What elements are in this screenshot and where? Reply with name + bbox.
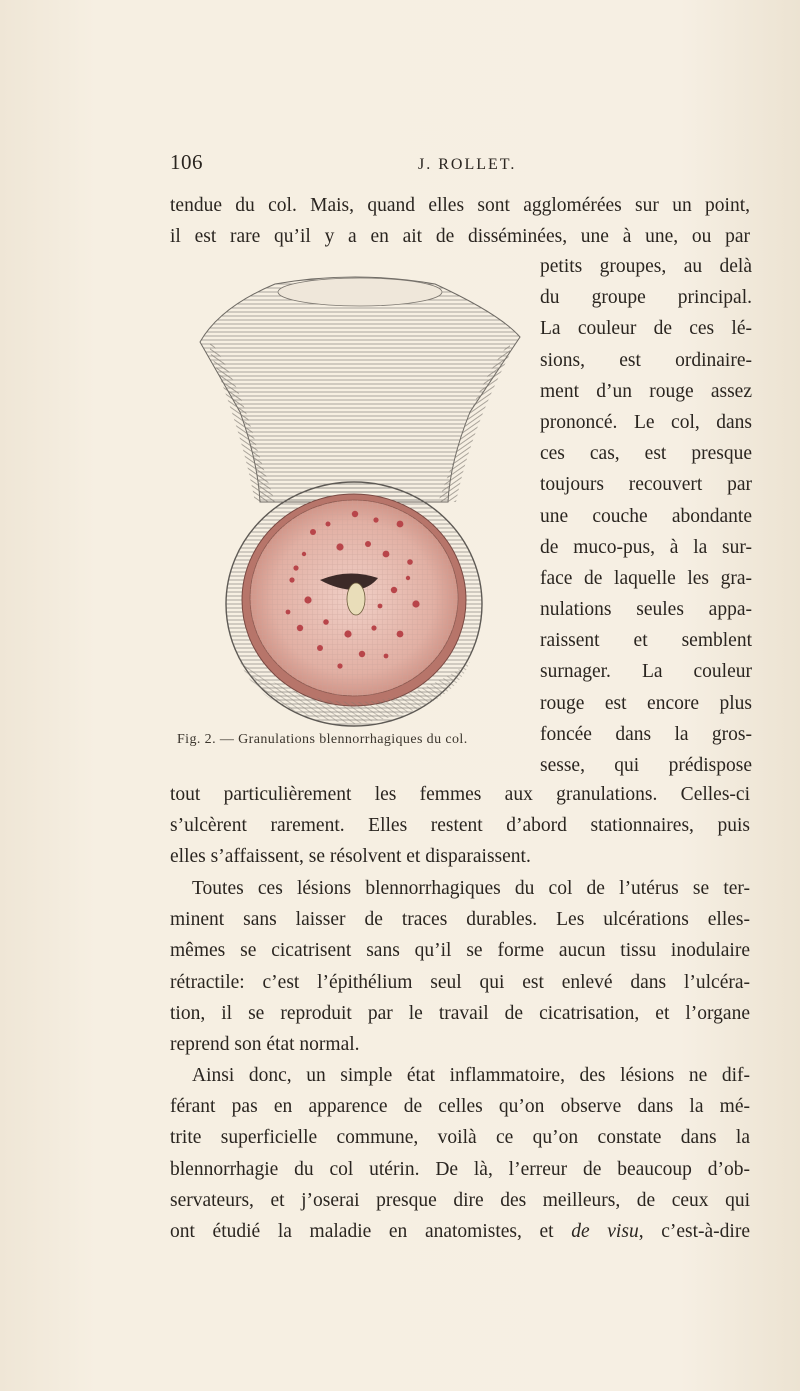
text-line: surnager. La couleur (540, 661, 752, 683)
text-line: du groupe principal. (540, 287, 752, 309)
text-line: foncée dans la gros- (540, 723, 752, 745)
text-line: ment d’un rouge assez (540, 380, 752, 402)
text-line: s’ulcèrent rarement. Elles restent d’abord stationnaires, puis (170, 815, 750, 837)
text-line: petits groupes, au delà (540, 256, 752, 277)
page-number: 106 (170, 150, 203, 174)
text-line: servateurs, et j’oserai presque dire des meilleurs, de ceux qui (170, 1189, 750, 1211)
text-line: face de laquelle les gra- (540, 567, 752, 589)
page-header (170, 150, 750, 180)
text-line: trite superficielle commune, voilà ce qu’on constate dans la (170, 1127, 750, 1149)
text-line: sions, est ordinaire- (540, 349, 752, 371)
text-line: une couche abondante (540, 505, 752, 527)
text-line: il est rare qu’il y a en ait de disséminées, une à une, ou par (170, 226, 750, 248)
text-line: minent sans laisser de traces durables. Les ulcérations elles- (170, 909, 750, 931)
text-fragment: ont étudié la maladie en anatomistes, et (170, 1220, 554, 1242)
text-side-column (540, 251, 752, 781)
text-line: Ainsi donc, un simple état inflammatoire, des lésions ne dif- (192, 1065, 750, 1086)
text-line: de muco-pus, à la sur- (540, 536, 752, 558)
text-fragment: , c’est-à-dire (638, 1220, 750, 1242)
text-line: Toutes ces lésions blennorrhagiques du col de l’utérus se ter- (192, 878, 750, 899)
text-line: tendue du col. Mais, quand elles sont agglomérées sur un point, (170, 195, 750, 216)
text-line: prononcé. Le col, dans (540, 411, 752, 433)
text-line: rétractile: c’est l’épithélium seul qui est enlevé dans l’ulcéra- (170, 971, 750, 993)
text-line: sesse, qui prédispose (540, 755, 752, 776)
text-line-final (170, 1216, 750, 1247)
text-line: férant pas en apparence de celles qu’on observe dans la mé- (170, 1096, 750, 1118)
paragraph-2 (170, 873, 750, 1060)
text-line: La couleur de ces lé- (540, 318, 752, 340)
figure-caption: Fig. 2. — Granulations blennorrhagiques du col. (177, 732, 468, 747)
text-line: toujours recouvert par (540, 474, 752, 496)
text-line: blennorrhagie du col utérin. De là, l’erreur de beaucoup d’ob- (170, 1158, 750, 1180)
cervix-illustration (180, 262, 528, 732)
italic-phrase: de visu (571, 1220, 639, 1242)
paragraph-3 (170, 1060, 750, 1247)
text-line: tion, il se reproduit par le travail de cicatrisation, et l’organe (170, 1002, 750, 1024)
text-line: rouge est encore plus (540, 692, 752, 714)
running-head: J. ROLLET. (418, 156, 517, 173)
text-line: reprend son état normal. (170, 1033, 360, 1055)
text-top (170, 190, 750, 252)
text-line: elles s’affaissent, se résolvent et disparaissent. (170, 846, 531, 868)
paragraph-1-end (170, 779, 750, 873)
text-line: raissent et semblent (540, 630, 752, 652)
text-line: nulations seules appa- (540, 599, 752, 621)
text-line: mêmes se cicatrisent sans qu’il se forme aucun tissu inodulaire (170, 940, 750, 962)
text-line: tout particulièrement les femmes aux granulations. Celles-ci (170, 784, 750, 805)
text-line: ces cas, est presque (540, 443, 752, 465)
